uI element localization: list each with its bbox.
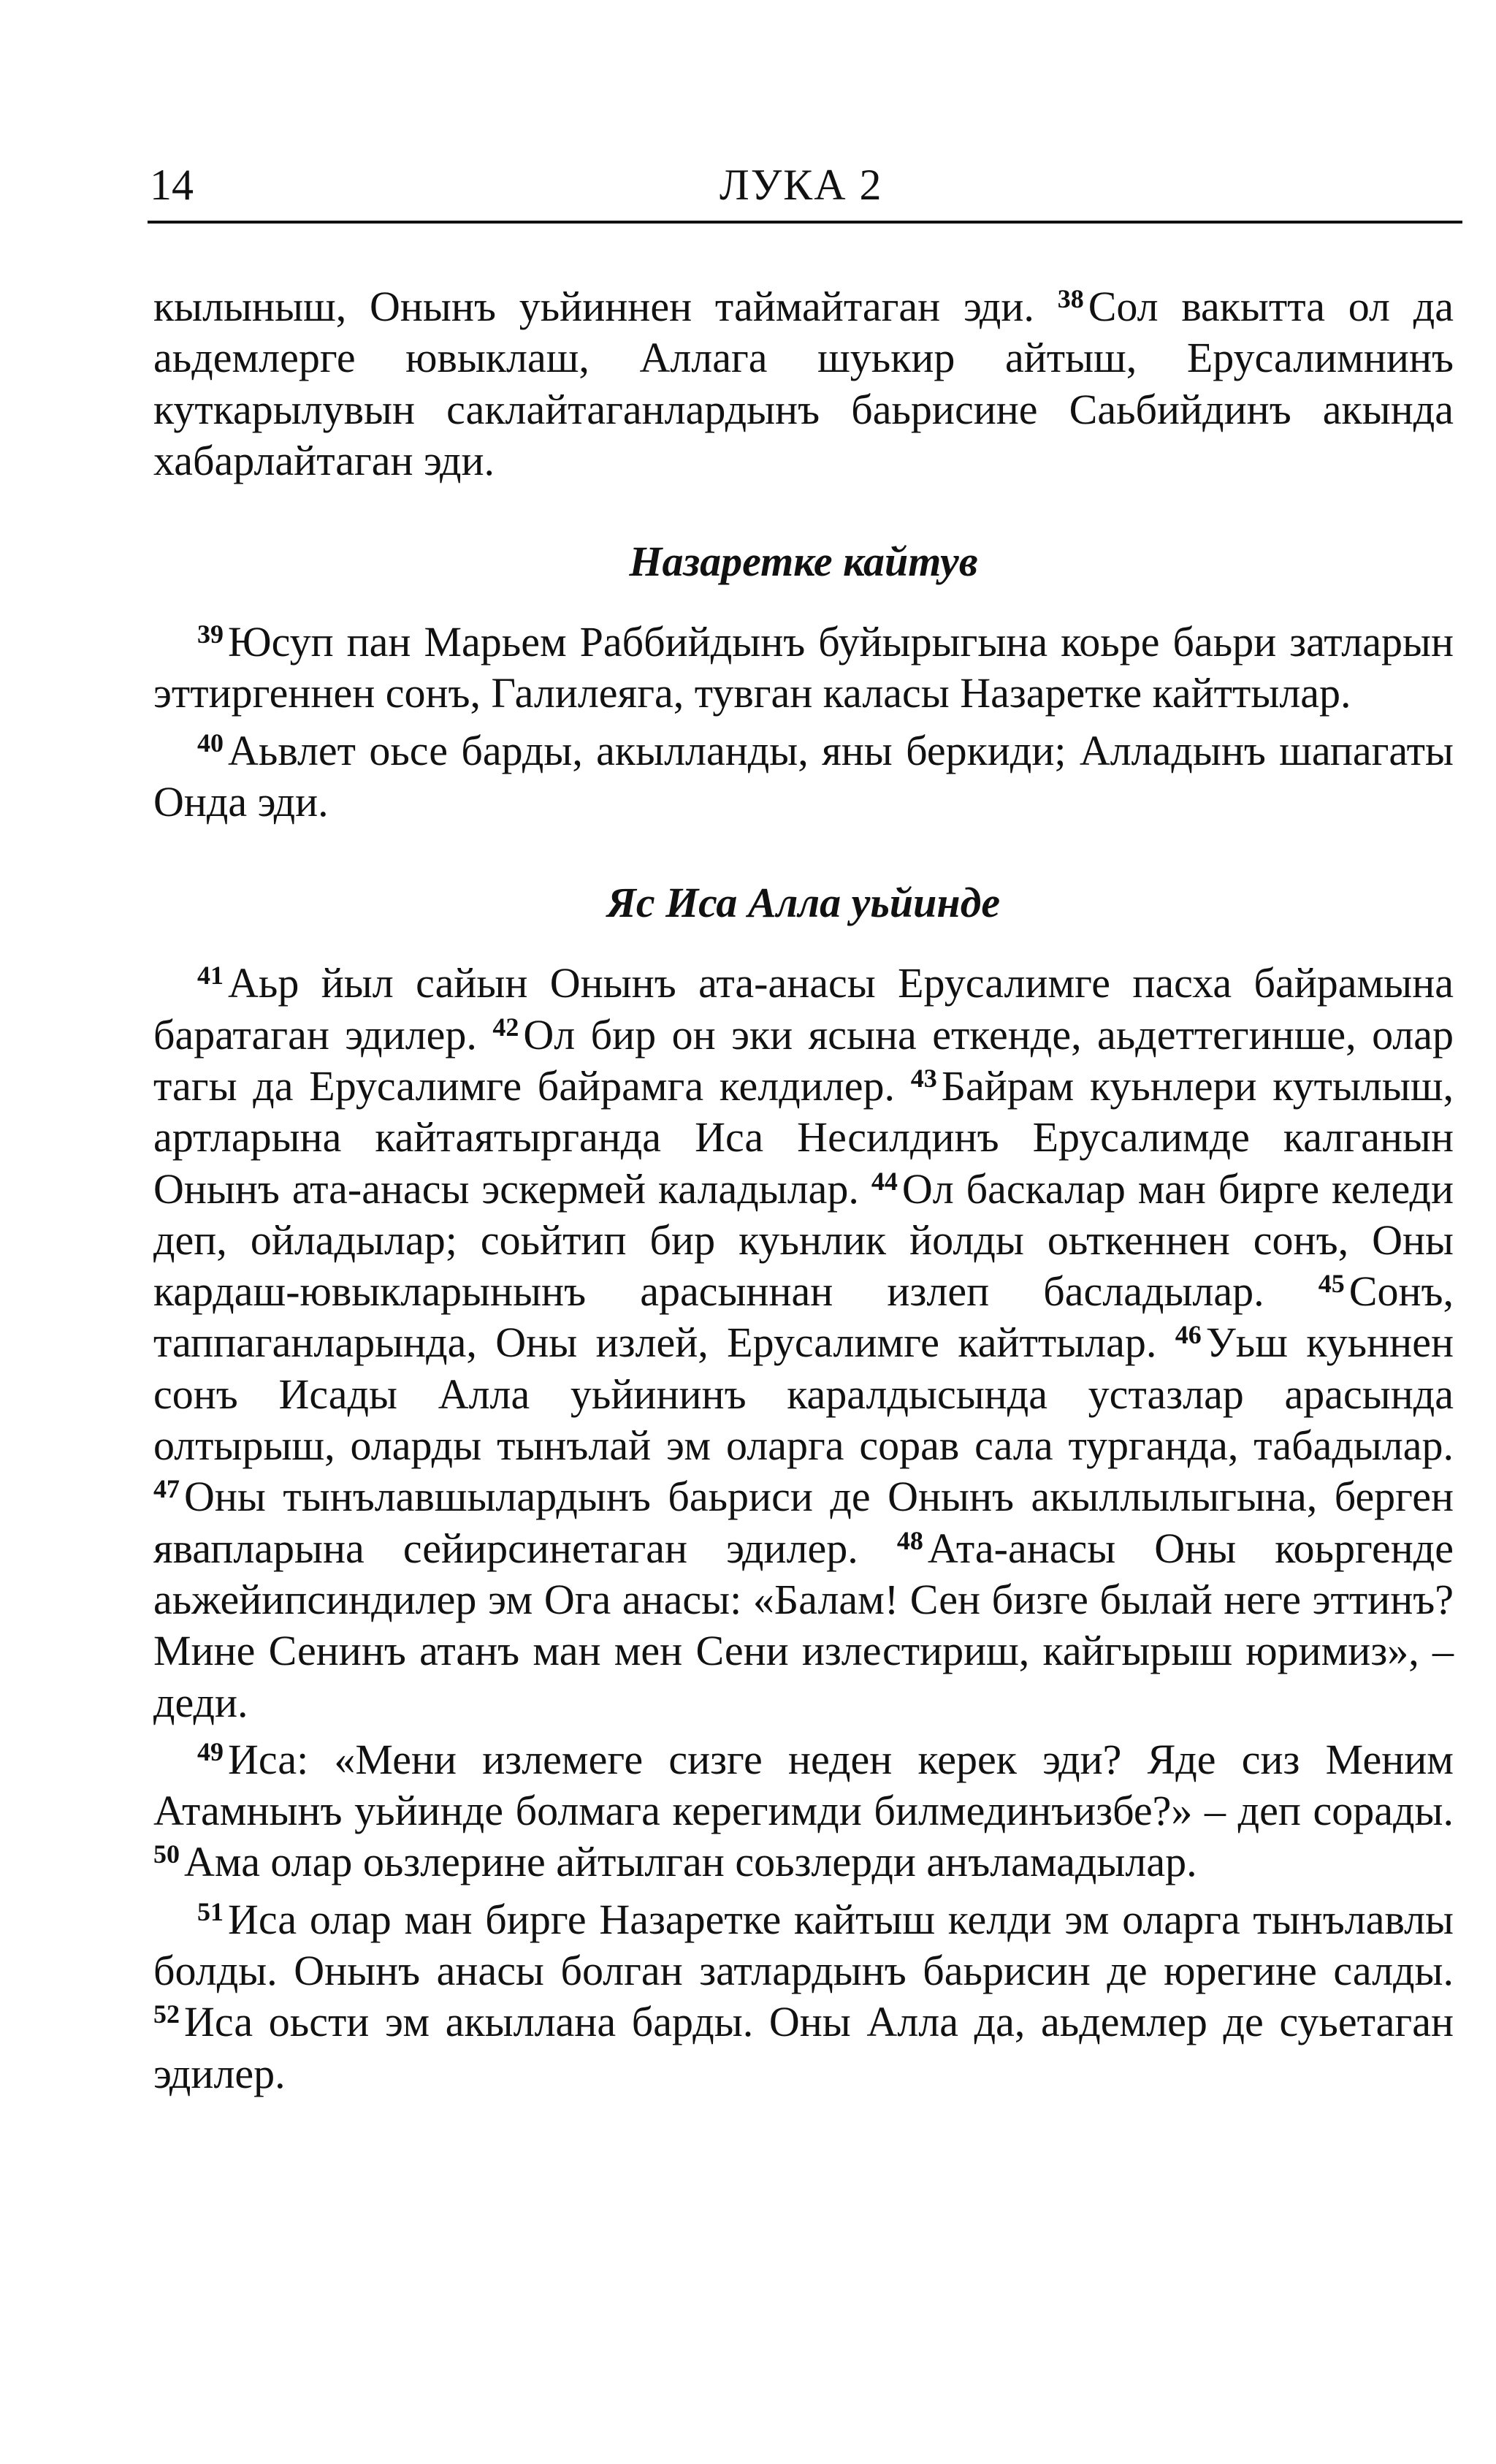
- verse-number: 48: [896, 1525, 923, 1555]
- verse-number: 46: [1175, 1320, 1202, 1350]
- verse-text: Сонъ, таппаганларында, Оны излей, Ерусалимге кайттылар.: [153, 1267, 1454, 1367]
- verse-number: 43: [910, 1063, 937, 1093]
- spacer: [153, 928, 1454, 958]
- verse-text: Уьш куьннен сонъ Исады Алла уьйининъ каралдысында устазлар арасында олтырыш, оларды тынълай эм оларга сорав сала турганда, табадылар.: [153, 1319, 1454, 1470]
- verse-text: Байрам куьнлери кутылыш, артларына кайтаятырганда Иса Несилдинъ Ерусалимде калганын Онынъ ата-анасы эскермей каладылар.: [153, 1061, 1454, 1213]
- verse-number: 45: [1318, 1269, 1345, 1299]
- verse-number: 42: [492, 1012, 519, 1042]
- verse-paragraph: [153, 1734, 1454, 1888]
- verse-number: 49: [197, 1736, 224, 1766]
- spacer: [153, 587, 1454, 617]
- spacer: [153, 487, 1454, 536]
- verse-text: Ама олар оьзлерине айтылган соьзлерди анъламадылар.: [184, 1838, 1197, 1886]
- spacer: [153, 720, 1454, 725]
- verse-text: Ол бир он эки ясына еткенде, аьдеттегинше, олар тагы да Ерусалимге байрамга келдилер.: [153, 1010, 1454, 1110]
- verse-text: Иса оьсти эм акыллана барды. Оны Алла да, аьдемлер де суьетаган эдилер.: [153, 1998, 1454, 2097]
- verse-number: 52: [153, 1999, 180, 2029]
- verse-text: Аьвлет оьсе барды, акылланды, яны беркиди; Алладынъ шапагаты Онда эди.: [153, 726, 1454, 826]
- intro-text-b: Сол вакытта ол да аьдемлерге ювыклаш, Аллага шуькир айтыш, Ерусалимнинъ куткарылувын саклайтаганлардынъ баьрисине Саьбийдинъ акында хабарлайтаган эди.: [153, 283, 1454, 484]
- verse-paragraph: [153, 617, 1454, 720]
- spacer: [153, 828, 1454, 877]
- verse-number: 44: [871, 1166, 898, 1196]
- section-heading-return: Назаретке кайтув: [629, 538, 978, 586]
- header-divider: [148, 221, 1462, 224]
- page-number: 14: [150, 161, 194, 209]
- verse-paragraph: [153, 725, 1454, 828]
- verse-paragraph: [153, 958, 1454, 1728]
- verse-number: 38: [1057, 284, 1084, 313]
- page-body: [153, 281, 1454, 2099]
- section-heading-temple: Яс Иса Алла уьйинде: [606, 879, 1001, 927]
- spacer: [153, 1888, 1454, 1894]
- verse-text: Оны тынълавшылардынъ баьриси де Онынъ акыллылыгына, берген явапларына сейирсинетаган эдилер.: [153, 1473, 1454, 1572]
- verse-paragraph: [153, 1894, 1454, 2099]
- page-header: [150, 153, 1465, 212]
- verse-text: Ата-анасы Оны коьргенде аьжейипсиндилер эм Ога анасы: «Балам! Сен бизге былай неге эттинъ? Мине Сенинъ атанъ ман мен Сени излестириш, кайгырыш юримиз», – деди.: [153, 1524, 1454, 1726]
- verse-number: 51: [197, 1896, 224, 1926]
- verse-number: 50: [153, 1839, 180, 1869]
- intro-text-a: кылыныш, Онынъ уьйиннен таймайтаган эди.: [153, 283, 1034, 330]
- intro-paragraph: [153, 281, 1454, 487]
- verse-number: 39: [197, 619, 224, 649]
- running-head: ЛУКА 2: [720, 161, 883, 209]
- verse-number: 40: [197, 728, 224, 758]
- verse-text: Иса: «Мени излемеге сизге неден керек эди? Яде сиз Меним Атамнынъ уьйинде болмага керегимди билмединъизбе?» – деп сорады.: [153, 1735, 1454, 1835]
- verse-text: Иса олар ман бирге Назаретке кайтыш келди эм оларга тынълавлы болды. Онынъ анасы болган затлардынъ баьрисин де юрегине салды.: [153, 1895, 1454, 1995]
- verse-number: 47: [153, 1474, 180, 1504]
- verse-number: 41: [197, 961, 224, 991]
- verse-text: Аьр йыл сайын Онынъ ата-анасы Ерусалимге пасха байрамына баратаган эдилер.: [153, 959, 1454, 1059]
- spacer: [153, 1728, 1454, 1734]
- verse-text: Юсуп пан Марьем Раббийдынъ буйырыгына коьре баьри затларын эттиргеннен сонъ, Галилеяга, тувган каласы Назаретке кайттылар.: [153, 618, 1454, 717]
- verse-text: Ол баскалар ман бирге келеди деп, ойладылар; соьйтип бир куьнлик йолды оьткеннен сонъ, Оны кардаш-ювыкларынынъ арасыннан излеп басладылар.: [153, 1164, 1454, 1316]
